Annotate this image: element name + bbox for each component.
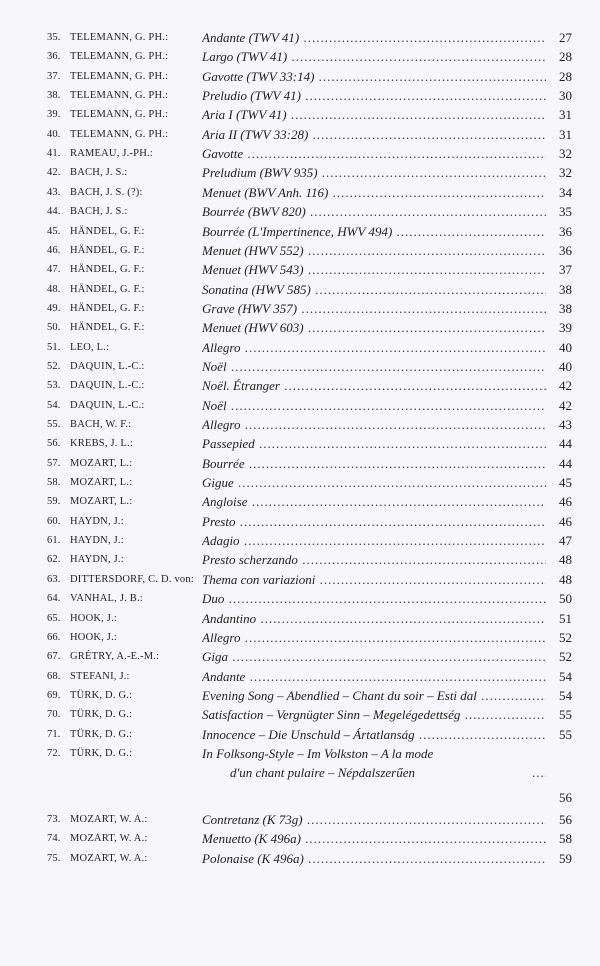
toc-entry	[0, 648, 600, 667]
toc-entry	[0, 300, 600, 319]
entry-number: 45.	[47, 225, 61, 237]
entry-composer: DITTERSDORF, C. D. von:	[70, 573, 194, 585]
entry-title: Gavotte (TWV 33:14) .....	[202, 68, 546, 85]
entry-title: Noël .....	[202, 358, 546, 375]
entry-number: 67.	[47, 651, 61, 663]
entry-number: 35.	[47, 32, 61, 43]
entry-number: 55.	[47, 419, 61, 430]
entry-title: Polonaise (K 496a) .....	[202, 850, 546, 867]
entry-composer: HÄNDEL, G. F.:	[70, 283, 145, 295]
toc-entry	[0, 493, 600, 512]
entry-page-number: 38	[559, 281, 572, 297]
toc-entry	[0, 29, 600, 48]
entry-page-number: 50	[559, 591, 572, 607]
entry-number: 63.	[47, 573, 61, 585]
entry-title: Duo .....	[202, 590, 546, 607]
entry-number: 52.	[47, 360, 61, 372]
toc-entry	[0, 319, 600, 338]
entry-number: 72.	[47, 747, 61, 759]
entry-composer: HAYDN, J.:	[70, 554, 124, 566]
entry-composer: STEFANI, J.:	[70, 670, 130, 682]
toc-entry	[0, 629, 600, 648]
entry-page-number: 51	[559, 610, 572, 626]
entry-number: 53.	[47, 380, 61, 392]
entry-title: Allegro .....	[202, 416, 546, 433]
entry-number: 38.	[47, 90, 61, 102]
toc-entry	[0, 261, 600, 280]
entry-title: Sonatina (HWV 585) .....	[202, 281, 546, 298]
toc-entry	[0, 455, 600, 474]
entry-composer: BACH, J. S.:	[70, 206, 128, 218]
entry-page-number: 45	[559, 475, 572, 491]
entry-page-number: 42	[559, 397, 572, 413]
entry-title: Evening Song – Abendlied – Chant du soir – Esti dal .....	[202, 687, 546, 704]
entry-composer: HÄNDEL, G. F.:	[70, 264, 145, 276]
entry-page-number: 52	[559, 629, 572, 645]
entry-composer: DAQUIN, L.-C.:	[70, 380, 145, 392]
entry-title: Adagio .....	[202, 532, 546, 549]
entry-title: Presto scherzando .....	[202, 551, 546, 568]
entry-title: Menuet (BWV Anh. 116) .....	[202, 184, 546, 201]
entry-composer: HAYDN, J.:	[70, 535, 124, 547]
entry-composer: GRÉTRY, A.-E.-M.:	[70, 651, 160, 663]
entry-number: 65.	[47, 612, 61, 624]
entry-title: Aria II (TWV 33:28) .....	[202, 126, 546, 143]
entry-page-number: 48	[559, 552, 572, 568]
entry-page-number: 52	[559, 649, 572, 665]
entry-page-number: 34	[559, 184, 572, 200]
entry-composer: HÄNDEL, G. F.:	[70, 322, 145, 334]
entry-title: Preludio (TWV 41) .....	[202, 87, 546, 104]
entry-page-number: 54	[559, 668, 572, 684]
entry-composer: TÜRK, D. G.:	[70, 728, 133, 740]
entry-page-number: 28	[559, 49, 572, 65]
entry-composer: KREBS, J. L.:	[70, 438, 133, 450]
entry-number: 42.	[47, 167, 61, 179]
entry-composer: BACH, J. S.:	[70, 167, 128, 179]
entry-composer: VANHAL, J. B.:	[70, 593, 143, 605]
entry-title: Aria I (TWV 41) .....	[202, 106, 546, 123]
entry-title: Thema con variazioni .....	[202, 571, 546, 588]
entry-number: 48.	[47, 283, 61, 295]
entry-number: 50.	[47, 322, 61, 334]
entry-page-number: 46	[559, 494, 572, 510]
toc-entry	[0, 87, 600, 106]
toc-entry	[0, 358, 600, 377]
entry-title: Noël .....	[202, 397, 546, 414]
entry-page-number: 39	[559, 320, 572, 336]
entry-page-number: 32	[559, 165, 572, 181]
toc-entry	[0, 377, 600, 396]
entry-title: Contretanz (K 73g) .....	[202, 811, 546, 828]
entry-title: Andante .....	[202, 668, 546, 685]
entry-page-number: 36	[559, 223, 572, 239]
entry-page-number: 32	[559, 146, 572, 162]
entry-number: 43.	[47, 186, 61, 198]
toc-entry	[0, 830, 600, 849]
entry-composer: BACH, W. F.:	[70, 419, 132, 430]
entry-title: Gavotte .....	[202, 145, 546, 162]
entry-number: 69.	[47, 689, 61, 701]
toc-entry	[0, 590, 600, 609]
entry-composer: MOZART, L.:	[70, 477, 133, 489]
toc-entry	[0, 474, 600, 493]
entry-composer: MOZART, W. A.:	[70, 852, 148, 864]
entry-composer: BACH, J. S. (?):	[70, 186, 143, 198]
entry-number: 71.	[47, 728, 61, 740]
entry-number: 51.	[47, 341, 61, 353]
entry-composer: MOZART, L.:	[70, 496, 133, 508]
entry-page-number: 38	[559, 300, 572, 316]
entry-composer: LEO, L.:	[70, 341, 110, 353]
entry-page-number: 46	[559, 513, 572, 529]
entry-number: 64.	[47, 593, 61, 605]
entry-title: Menuet (HWV 552) .....	[202, 242, 546, 259]
entry-title: Preludium (BWV 935) .....	[202, 164, 546, 181]
entry-title: Noël. Étranger .....	[202, 377, 546, 394]
entry-composer: TÜRK, D. G.:	[70, 747, 133, 759]
entry-title: Largo (TWV 41) .....	[202, 48, 546, 65]
entry-number: 39.	[47, 109, 61, 121]
entry-page-number: 44	[559, 436, 572, 452]
entry-composer: DAQUIN, L.-C.:	[70, 399, 145, 411]
entry-page-number: 36	[559, 242, 572, 258]
entry-composer: DAQUIN, L.-C.:	[70, 360, 145, 372]
entry-page-number: 42	[559, 378, 572, 394]
entry-number: 47.	[47, 264, 61, 276]
toc-entry	[0, 532, 600, 551]
entry-composer: TELEMANN, G. PH.:	[70, 70, 169, 82]
entry-page-number: 48	[559, 571, 572, 587]
toc-entry	[0, 706, 600, 725]
entry-number: 58.	[47, 477, 61, 489]
entry-composer: RAMEAU, J.-PH.:	[70, 148, 153, 160]
entry-title: Angloise .....	[202, 493, 546, 510]
entry-page-number: 55	[559, 726, 572, 742]
toc-entry	[0, 571, 600, 590]
entry-page-number: 58	[559, 831, 572, 847]
entry-title-line: In Folksong-Style – Im Volkston – A la mode	[202, 745, 434, 761]
entry-page-number: 54	[559, 687, 572, 703]
entry-title: Bourrée (L'Impertinence, HWV 494) .....	[202, 223, 546, 240]
entry-title: Allegro .....	[202, 629, 546, 646]
entry-title: Grave (HWV 357) .....	[202, 300, 546, 317]
entry-page-number: 40	[559, 339, 572, 355]
entry-page-number: 44	[559, 455, 572, 471]
entry-title-line: d'un chant pulaire – Népdalszerűen	[230, 764, 416, 780]
entry-composer: TELEMANN, G. PH.:	[70, 109, 169, 121]
entry-title: Andantino .....	[202, 610, 546, 627]
entry-number: 36.	[47, 51, 61, 63]
toc-entry	[0, 339, 600, 358]
entry-title: Passepied .....	[202, 435, 546, 452]
toc-entry	[0, 435, 600, 454]
entry-composer: TELEMANN, G. PH.:	[70, 128, 169, 140]
toc-entry	[0, 850, 600, 869]
entry-number: 60.	[47, 515, 61, 527]
toc-entry	[0, 513, 600, 532]
entry-page-number: 31	[559, 126, 572, 142]
toc-entry	[0, 126, 600, 145]
entry-number: 73.	[47, 813, 61, 825]
toc-entry	[0, 687, 600, 706]
entry-composer: MOZART, W. A.:	[70, 833, 148, 845]
entry-composer: TELEMANN, G. PH.:	[70, 51, 169, 63]
entry-composer: HÄNDEL, G. F.:	[70, 225, 145, 237]
entry-page-number: 43	[559, 417, 572, 432]
entry-title: Menuet (HWV 603) .....	[202, 319, 546, 336]
entry-composer: MOZART, L.:	[70, 457, 133, 469]
toc-entry	[0, 745, 600, 805]
toc-entry	[0, 726, 600, 745]
entry-number: 49.	[47, 302, 61, 314]
toc-entry	[0, 203, 600, 222]
entry-composer: TELEMANN, G. PH.:	[70, 32, 169, 43]
toc-entry	[0, 68, 600, 87]
entry-number: 66.	[47, 631, 61, 643]
toc-entry	[0, 610, 600, 629]
toc-entry	[0, 416, 600, 435]
toc-entry	[0, 668, 600, 687]
entry-page-number: 37	[559, 262, 572, 278]
entry-title: Presto .....	[202, 513, 546, 530]
entry-number: 70.	[47, 709, 61, 721]
entry-number: 44.	[47, 206, 61, 218]
entry-page-number: 47	[559, 533, 572, 549]
entry-page-number: 30	[559, 88, 572, 104]
entry-page-number: 28	[559, 68, 572, 84]
entry-page-number: 56	[559, 789, 572, 805]
entry-title: Bourrée .....	[202, 455, 546, 472]
entry-number: 62.	[47, 554, 61, 566]
entry-title: Andante (TWV 41) .....	[202, 29, 546, 46]
entry-composer: HOOK, J.:	[70, 612, 118, 624]
entry-title: Satisfaction – Vergnügter Sinn – Megelégedettség .....	[202, 706, 546, 723]
toc-entry	[0, 281, 600, 300]
toc-entry	[0, 551, 600, 570]
toc-entry	[0, 242, 600, 261]
toc-entry	[0, 48, 600, 67]
entry-number: 46.	[47, 244, 61, 256]
toc-entry	[0, 164, 600, 183]
entry-number: 75.	[47, 852, 61, 864]
entry-number: 59.	[47, 496, 61, 508]
entry-number: 37.	[47, 70, 61, 82]
entry-page-number: 55	[559, 707, 572, 723]
entry-number: 68.	[47, 670, 61, 682]
entry-composer: MOZART, W. A.:	[70, 813, 148, 825]
entry-page-number: 31	[559, 107, 572, 123]
entry-number: 74.	[47, 833, 61, 845]
entry-title: Menuet (HWV 543) .....	[202, 261, 546, 278]
toc-entry	[0, 145, 600, 164]
entry-title: Bourrée (BWV 820) .....	[202, 203, 546, 220]
toc-entry	[0, 184, 600, 203]
entry-composer: HÄNDEL, G. F.:	[70, 302, 145, 314]
entry-number: 61.	[47, 535, 61, 547]
entry-composer: TELEMANN, G. PH.:	[70, 90, 169, 102]
entry-page-number: 40	[559, 358, 572, 374]
dot-leader	[532, 764, 546, 781]
entry-number: 40.	[47, 128, 61, 140]
entry-page-number: 59	[559, 850, 572, 866]
entry-composer: TÜRK, D. G.:	[70, 689, 133, 701]
entry-page-number: 27	[559, 30, 572, 45]
toc-entry	[0, 397, 600, 416]
entry-title: Allegro .....	[202, 339, 546, 356]
entry-number: 57.	[47, 457, 61, 469]
entry-title: Innocence – Die Unschuld – Ártatlanság .....	[202, 726, 546, 743]
entry-composer: HÄNDEL, G. F.:	[70, 244, 145, 256]
entry-number: 41.	[47, 148, 61, 160]
entry-composer: HOOK, J.:	[70, 631, 118, 643]
toc-entry	[0, 811, 600, 830]
entry-title: Gigue .....	[202, 474, 546, 491]
toc-entry	[0, 106, 600, 125]
entry-composer: TÜRK, D. G.:	[70, 709, 133, 721]
entry-composer: HAYDN, J.:	[70, 515, 124, 527]
entry-page-number: 35	[559, 204, 572, 220]
toc-entry	[0, 223, 600, 242]
entry-title: Menuetto (K 496a) .....	[202, 830, 546, 847]
entry-number: 56.	[47, 438, 61, 450]
entry-page-number: 56	[559, 811, 572, 827]
entry-number: 54.	[47, 399, 61, 411]
entry-title: Giga .....	[202, 648, 546, 665]
